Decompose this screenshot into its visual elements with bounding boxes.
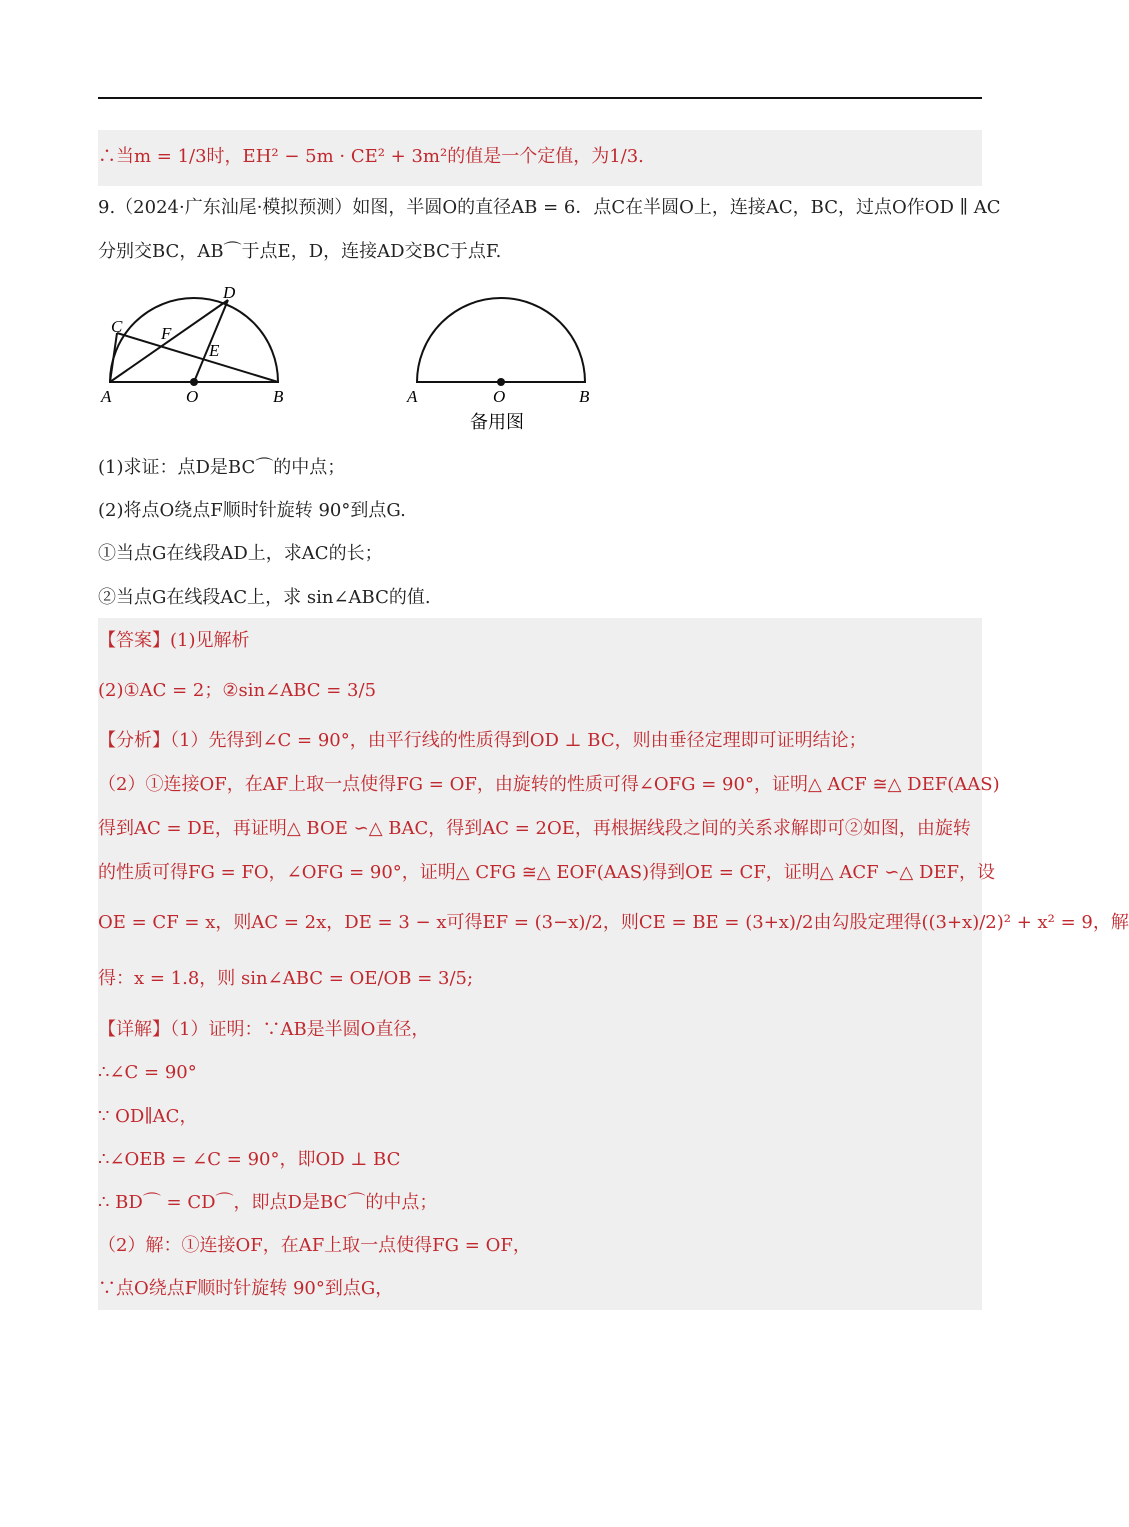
detail-line-1: 【详解】（1）证明：∵AB是半圆O直径，	[98, 1019, 430, 1040]
analysis-line-4: 的性质可得FG = FO，∠OFG = 90°，证明△ CFG ≅△ EOF(AAS)得到OE = CF，证明△ ACF ∽△ DEF，设	[98, 862, 996, 883]
analysis-line-5: OE = CF = x，则AC = 2x，DE = 3 − x可得EF = (3−x)/2，则CE = BE = (3+x)/2由勾股定理得((3+x)/2)² + x² = 9，解	[98, 912, 1129, 933]
detail-line-6: （2）解：①连接OF，在AF上取一点使得FG = OF，	[98, 1235, 531, 1256]
detail-line-2: ∴∠C = 90°	[98, 1062, 197, 1083]
label-c: C	[111, 317, 123, 336]
point-o-spare	[497, 378, 505, 386]
detail-line-3: ∵ OD∥AC，	[98, 1106, 198, 1127]
figure-semicircle-spare	[400, 295, 600, 435]
figure-semicircle-main	[95, 280, 305, 410]
problem-line-2: 分别交BC，AB⌒于点E，D，连接AD交BC于点F.	[98, 241, 502, 262]
label-d: D	[223, 283, 236, 302]
analysis-line-6: 得：x = 1.8，则 sin∠ABC = OE/OB = 3/5;	[98, 968, 474, 989]
answer-line-1: 【答案】(1)见解析	[98, 630, 250, 651]
label-a: A	[101, 387, 112, 406]
label-f: F	[161, 324, 172, 343]
analysis-line-1: 【分析】（1）先得到∠C = 90°，由平行线的性质得到OD ⊥ BC，则由垂径定理即可证明结论；	[98, 730, 867, 751]
header-rule	[98, 97, 982, 99]
question-1: (1)求证：点D是BC⌒的中点；	[98, 457, 346, 478]
answer-line-2: (2)①AC = 2；②sin∠ABC = 3/5	[98, 680, 377, 701]
detail-line-7: ∵点O绕点F顺时针旋转 90°到点G，	[98, 1278, 394, 1299]
label-o: O	[186, 387, 199, 406]
label-a-spare: A	[407, 387, 418, 406]
question-2: (2)将点O绕点F顺时针旋转 90°到点G.	[98, 500, 406, 521]
label-b-spare: B	[579, 387, 590, 406]
label-b: B	[273, 387, 284, 406]
segment-ac	[110, 333, 117, 382]
detail-line-4: ∴∠OEB = ∠C = 90°，即OD ⊥ BC	[98, 1149, 401, 1170]
analysis-line-3: 得到AC = DE，再证明△ BOE ∽△ BAC，得到AC = 2OE，再根据线段之间的关系求解即可②如图，由旋转	[98, 818, 971, 839]
previous-conclusion: ∴当m = 1/3时，EH² − 5m · CE² + 3m²的值是一个定值，为1/3.	[98, 146, 644, 167]
detail-line-5: ∴ BD⌒ = CD⌒，即点D是BC⌒的中点；	[98, 1192, 438, 1213]
question-2a: ①当点G在线段AD上，求AC的长；	[98, 543, 383, 564]
point-o	[190, 378, 198, 386]
figure-caption: 备用图	[470, 412, 524, 432]
problem-line-1: 9.（2024·广东汕尾·模拟预测）如图，半圆O的直径AB = 6．点C在半圆O上，连接AC，BC，过点O作OD ∥ AC	[98, 197, 1001, 218]
label-o-spare: O	[493, 387, 506, 406]
analysis-line-2: （2）①连接OF，在AF上取一点使得FG = OF，由旋转的性质可得∠OFG = 90°，证明△ ACF ≅△ DEF(AAS)	[98, 774, 1000, 795]
label-e: E	[209, 341, 220, 360]
question-2b: ②当点G在线段AC上，求 sin∠ABC的值.	[98, 587, 431, 608]
